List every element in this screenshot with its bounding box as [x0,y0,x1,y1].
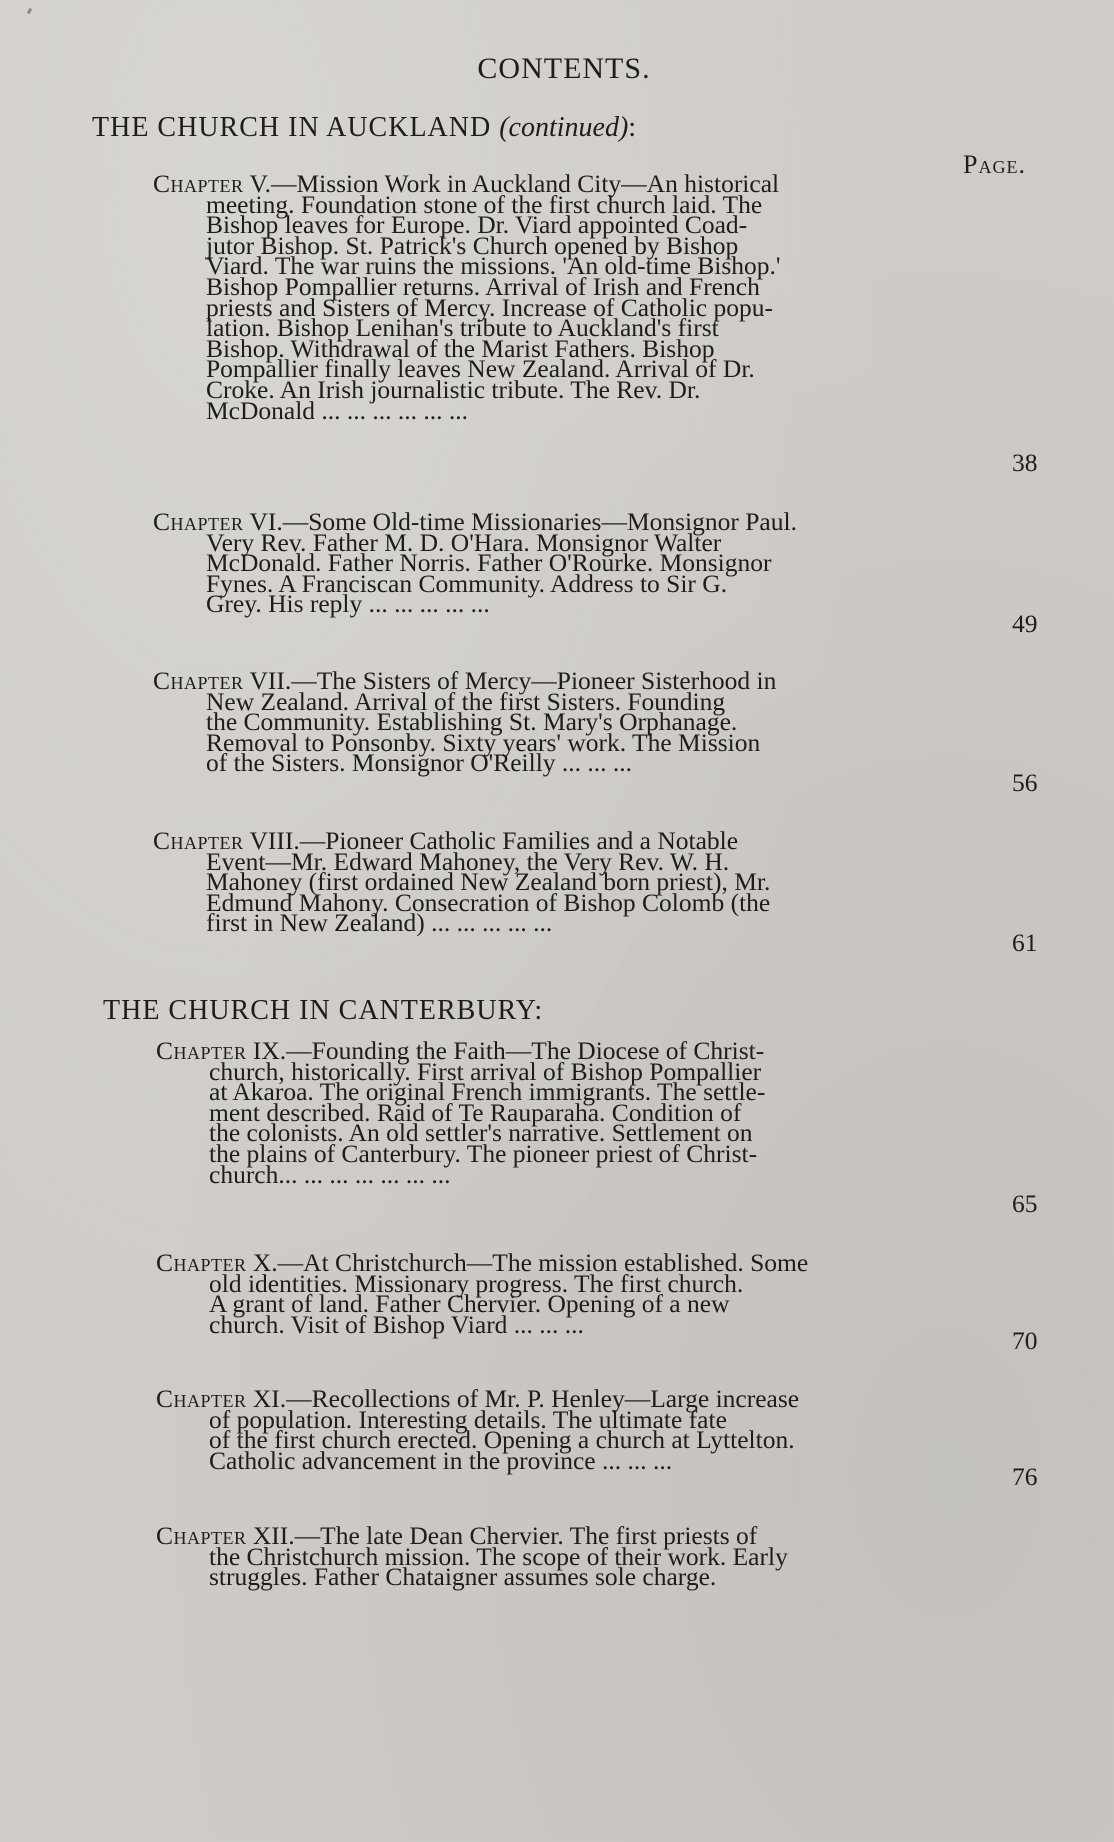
toc-entry-chapter-vi [153,507,975,619]
page-number: 56 [1012,768,1038,797]
entry-line: Mahoney (first ordained New Zealand born priest), Mr. [206,867,771,897]
toc-entry-chapter-viii [153,826,975,938]
entry-line: Croke. An Irish journalistic tribute. The Rev. Dr. [206,374,701,404]
entry-line: church, historically. First arrival of Bishop Pompallier [209,1056,762,1086]
toc-entry-chapter-v [153,169,975,425]
entry-line: Catholic advancement in the province ... ... ... [209,1445,673,1475]
entry-line: of the first church erected. Opening a church at Lyttelton. [209,1425,795,1455]
chapter-label: Chapter [156,1384,247,1413]
entry-line: the Community. Establishing St. Mary's Orphanage. [206,707,738,737]
section-heading-auckland [92,112,637,144]
toc-entry-chapter-ix [156,1036,978,1189]
chapter-title: VIII.—Pioneer Catholic Families and a Notable [249,826,739,855]
entry-line: Event—Mr. Edward Mahoney, the Very Rev. W. H. [206,846,730,876]
entry-line: Fynes. A Franciscan Community. Address to Sir G. [206,568,728,598]
section-heading-text: THE CHURCH IN AUCKLAND [92,112,492,143]
chapter-title: VI.—Some Old-time Missionaries—Monsignor Paul. [249,507,797,536]
page-column-label: Page. [963,150,1026,179]
toc-entry-chapter-vii [153,666,975,778]
entry-line: first in New Zealand) ... ... ... ... ... [206,908,553,938]
page-number: 70 [1012,1326,1038,1355]
page-number: 49 [1012,609,1038,638]
entry-line: Edmund Mahony. Consecration of Bishop Colomb (the [206,887,771,917]
section-heading-colon: : [534,995,544,1026]
chapter-label: Chapter [153,507,244,536]
entry-line: at Akaroa. The original French immigrants. The settle- [209,1077,766,1107]
chapter-label: Chapter [153,826,244,855]
chapter-title: VII.—The Sisters of Mercy—Pioneer Sisterhood in [249,666,777,695]
chapter-label: Chapter [156,1521,247,1550]
entry-line: Pompallier finally leaves New Zealand. Arrival of Dr. [206,354,755,384]
chapter-label: Chapter [153,169,244,198]
entry-line: New Zealand. Arrival of the first Sisters. Founding [206,686,726,716]
entry-line: of the Sisters. Monsignor O'Reilly ... ... ... [206,748,633,778]
section-heading-text: THE CHURCH IN CANTERBURY [103,995,535,1026]
chapter-title: X.—At Christchurch—The mission established. Some [252,1248,809,1277]
page-number: 76 [1012,1462,1038,1491]
section-heading-canterbury [103,995,543,1027]
entry-line: the Christchurch mission. The scope of their work. Early [209,1541,788,1571]
entry-line: Bishop leaves for Europe. Dr. Viard appointed Coad- [206,210,748,240]
entry-line: church... ... ... ... ... ... ... [209,1159,451,1189]
entry-line: McDonald. Father Norris. Father O'Rourke. Monsignor [206,548,772,578]
entry-line: lation. Bishop Lenihan's tribute to Auckland's first [206,313,719,343]
entry-line: A grant of land. Father Chervier. Opening of a new [209,1289,730,1319]
entry-line: the plains of Canterbury. The pioneer priest of Christ- [209,1138,758,1168]
chapter-label: Chapter [156,1248,247,1277]
entry-line: McDonald ... ... ... ... ... ... [206,395,469,425]
page-number: 65 [1012,1189,1038,1218]
toc-entry-chapter-xi [156,1384,978,1475]
chapter-label: Chapter [156,1036,247,1065]
chapter-title: XI.—Recollections of Mr. P. Henley—Large increase [252,1384,800,1413]
section-heading-continued: (continued) [499,112,629,143]
chapter-title: XII.—The late Dean Chervier. The first priests of [252,1521,758,1550]
entry-line: old identities. Missionary progress. The first church. [209,1268,744,1298]
entry-line: of population. Interesting details. The ultimate fate [209,1404,727,1434]
entry-line: the colonists. An old settler's narrative. Settlement on [209,1118,753,1148]
entry-line: Viard. The war ruins the missions. 'An old-time Bishop.' [206,251,781,281]
toc-entry-chapter-xii [156,1521,978,1592]
entry-line: struggles. Father Chataigner assumes sole charge. [209,1562,717,1592]
entry-line: church. Visit of Bishop Viard ... ... ... [209,1309,584,1339]
page-number: 38 [1012,448,1038,477]
entry-line: Removal to Ponsonby. Sixty years' work. The Mission [206,727,761,757]
section-heading-colon: : [628,112,638,143]
paper-speck [27,8,33,15]
entry-line: Bishop Pompallier returns. Arrival of Irish and French [206,271,760,301]
chapter-title: V.—Mission Work in Auckland City—An historical [249,169,780,198]
entry-line: ment described. Raid of Te Rauparaha. Condition of [209,1097,742,1127]
entry-line: Very Rev. Father M. D. O'Hara. Monsignor Walter [206,527,722,557]
entry-line: Bishop. Withdrawal of the Marist Fathers. Bishop [206,333,715,363]
entry-line: meeting. Foundation stone of the first church laid. The [206,189,763,219]
toc-entry-chapter-x [156,1248,978,1339]
entry-line: Grey. His reply ... ... ... ... ... [206,589,490,619]
page-title: CONTENTS. [477,52,651,85]
chapter-title: IX.—Founding the Faith—The Diocese of Christ- [252,1036,765,1065]
entry-line: priests and Sisters of Mercy. Increase of Catholic popu- [206,292,773,322]
page-number: 61 [1012,928,1038,957]
entry-line: jutor Bishop. St. Patrick's Church opened by Bishop [206,230,739,260]
chapter-label: Chapter [153,666,244,695]
